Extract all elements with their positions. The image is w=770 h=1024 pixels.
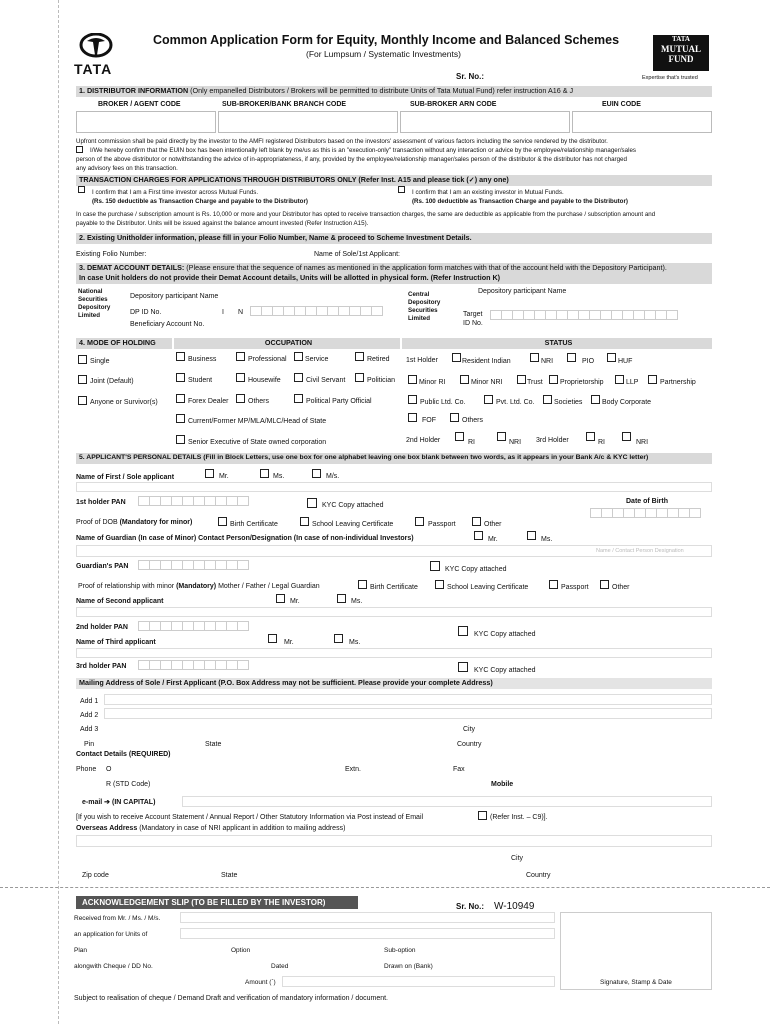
business-label: Business	[188, 356, 217, 363]
housewife-label: Housewife	[248, 377, 281, 384]
professional-checkbox[interactable]	[236, 352, 245, 361]
existing-investor-label: I confirm that I am an existing investor in Mutual Funds.	[412, 189, 564, 196]
civil-servant-label: Civil Servant	[306, 377, 346, 384]
birth-cert-checkbox[interactable]	[218, 517, 227, 526]
upfront-note: Upfront commission shall be paid directly by the investor to the AMFI registered Distributors based on the investors' assessment of various factors including the service rendered by the distributor.	[76, 138, 608, 145]
ack-header: ACKNOWLEDGEMENT SLIP (TO BE FILLED BY THE INVESTOR)	[76, 896, 358, 909]
ack-received-field[interactable]	[180, 912, 555, 923]
guardian-label: Name of Guardian (In case of Minor) Contact Person/Designation (In case of non-individual Investors)	[76, 535, 414, 542]
third-ri-label: RI	[598, 439, 605, 446]
page-title: Common Application Form for Equity, Monthly Income and Balanced Schemes	[153, 33, 620, 47]
pin-label: Pin	[84, 741, 95, 748]
minor-ri-label: Minor RI	[419, 379, 446, 386]
extn-label: Extn.	[345, 766, 361, 773]
txn-note-1: In case the purchase / subscription amount is Rs. 10,000 or more and your Distributor has opted to receive transaction charges, the same are deductible as applicable from the purchase / subscription amount and	[76, 211, 656, 218]
ack-subject-note: Subject to realisation of cheque / Demand Draft and verification of mandatory information / document.	[74, 995, 389, 1002]
existing-folio-label: Existing Folio Number:	[76, 251, 147, 258]
city-label: City	[463, 726, 476, 733]
service-label: Service	[305, 356, 329, 363]
dob-cells[interactable]	[590, 508, 700, 518]
first-applicant-name-label: Name of First / Sole applicant	[76, 474, 175, 481]
sub-broker-arn-label: SUB-BROKER ARN CODE	[410, 101, 497, 108]
kyc3-checkbox[interactable]	[458, 662, 468, 672]
rel-passport-checkbox[interactable]	[549, 580, 558, 589]
body-corporate-checkbox[interactable]	[591, 395, 600, 404]
second-ri-label: RI	[468, 439, 475, 446]
sub-broker-code-label: SUB-BROKER/BANK BRANCH CODE	[222, 101, 347, 108]
proprietorship-label: Proprietorship	[560, 379, 604, 386]
joint-label: Joint (Default)	[90, 378, 134, 385]
beneficiary-account-label: Beneficiary Account No.	[130, 321, 205, 328]
euin-confirm-checkbox[interactable]	[76, 146, 83, 153]
mutual-fund-logo: TATA MUTUAL FUND	[653, 35, 709, 71]
senior-exec-checkbox[interactable]	[176, 435, 185, 444]
joint-checkbox[interactable]	[78, 375, 87, 384]
first-applicant-name-field[interactable]	[76, 482, 712, 492]
ack-sr-no-label: Sr. No.:	[456, 902, 485, 911]
second-ms-label: Ms.	[351, 598, 363, 605]
tata-logo-icon	[78, 33, 114, 63]
mp-mla-checkbox[interactable]	[176, 414, 185, 423]
retired-label: Retired	[367, 356, 390, 363]
housewife-checkbox[interactable]	[236, 373, 245, 382]
rel-birth-label: Birth Certificate	[370, 584, 418, 591]
transaction-charges-header: TRANSACTION CHARGES FOR APPLICATIONS THROUGH DISTRIBUTORS ONLY (Refer Inst. A15 and please tick (✓) any one)	[76, 175, 712, 186]
existing-investor-checkbox[interactable]	[398, 186, 405, 193]
nri-checkbox[interactable]	[530, 353, 539, 362]
pan3-label: 3rd holder PAN	[76, 663, 127, 670]
second-mr-label: Mr.	[290, 598, 300, 605]
third-ri-checkbox[interactable]	[586, 432, 595, 441]
political-party-label: Political Party Official	[306, 398, 372, 405]
add1-label: Add 1	[80, 698, 99, 705]
ack-amount-label: Amount (`)	[245, 979, 276, 986]
cdsl-dp-name-label: Depository participant Name	[478, 288, 567, 295]
third-applicant-name-field[interactable]	[76, 648, 712, 658]
first-time-investor-checkbox[interactable]	[78, 186, 85, 193]
ack-amount-field[interactable]	[282, 976, 555, 987]
student-label: Student	[188, 377, 213, 384]
email-label: e-mail ➔ (IN CAPITAL)	[82, 799, 156, 806]
fax-label: Fax	[453, 766, 465, 773]
second-mr-checkbox[interactable]	[276, 594, 285, 603]
service-checkbox[interactable]	[294, 352, 303, 361]
passport-checkbox[interactable]	[415, 517, 424, 526]
others-occupation-label: Others	[248, 398, 270, 405]
partnership-checkbox[interactable]	[648, 375, 657, 384]
ack-sr-no-value: W-10949	[494, 901, 535, 912]
nsdl-dp-id-label: DP ID No.	[130, 309, 162, 316]
other-proof-checkbox[interactable]	[472, 517, 481, 526]
third-nri-label: NRI	[636, 439, 649, 446]
ack-dated-label: Dated	[271, 963, 289, 970]
add1-field[interactable]	[104, 694, 712, 705]
student-checkbox[interactable]	[176, 373, 185, 382]
public-ltd-checkbox[interactable]	[408, 395, 417, 404]
kyc3-label: KYC Copy attached	[474, 667, 536, 674]
other-proof-label: Other	[484, 521, 502, 528]
section-5-header: 5. APPLICANT'S PERSONAL DETAILS (Fill in Block Letters, use one box for one alphabet leaving one box blank between two words, as it appears in your Bank A/c & KYC letter)	[76, 453, 712, 464]
third-ms-checkbox[interactable]	[334, 634, 343, 643]
nsdl-label: National Securities Depository Limited	[78, 288, 111, 319]
post-preference-label: [If you wish to receive Account Statement / Annual Report / Other Statutory Information via Post instead of Email	[76, 814, 424, 821]
nri-label: NRI	[541, 358, 554, 365]
ack-cheque-label: alongwith Cheque / DD No.	[74, 963, 153, 970]
tagline: Expertise that's trusted	[642, 75, 698, 81]
third-applicant-label: Name of Third applicant	[76, 639, 156, 646]
resident-indian-label: Resident Indian	[462, 358, 511, 365]
body-corporate-label: Body Corporate	[602, 399, 652, 406]
email-field[interactable]	[182, 796, 712, 807]
rel-other-label: Other	[612, 584, 630, 591]
huf-checkbox[interactable]	[607, 353, 616, 362]
pan1-cells[interactable]	[138, 496, 248, 506]
second-ms-checkbox[interactable]	[337, 594, 346, 603]
add3-label: Add 3	[80, 726, 99, 733]
pan2-cells[interactable]	[138, 621, 248, 631]
ack-suboption-label: Sub-option	[384, 947, 416, 954]
ms-label: Ms.	[273, 473, 285, 480]
rel-birth-checkbox[interactable]	[358, 580, 367, 589]
euin-note-3: any advisory fees on this transaction.	[76, 165, 178, 172]
tear-line	[0, 887, 770, 888]
euin-code-field[interactable]	[572, 111, 712, 133]
proof-dob-label: Proof of DOB (Mandatory for minor)	[76, 519, 193, 526]
section-3-header: 3. DEMAT ACCOUNT DETAILS: (Please ensure that the sequence of names as mentioned in the application form matches with that of the account held with the Depository Participant). In case Unit holders do not provide their Demat Account details, Units will be allotted in physical form. (Refer Instruction K)	[76, 263, 712, 284]
dp-id-i: I	[222, 309, 224, 316]
societies-checkbox[interactable]	[543, 395, 552, 404]
target-label: Target ID No.	[463, 311, 483, 327]
mailing-address-header: Mailing Address of Sole / First Applicant (P.O. Box Address may not be sufficient. Please provide your complete Address)	[76, 678, 712, 689]
guardian-placeholder: Name / Contact Person Designation	[596, 548, 684, 554]
pan2-label: 2nd holder PAN	[76, 624, 128, 631]
retired-checkbox[interactable]	[355, 352, 364, 361]
senior-exec-label: Senior Executive of State owned corporation	[188, 439, 327, 446]
brand-name: TATA	[74, 61, 113, 77]
country-label: Country	[457, 741, 482, 748]
overseas-address-field[interactable]	[76, 835, 712, 847]
pan3-cells[interactable]	[138, 660, 248, 670]
overseas-address-label: Overseas Address (Mandatory in case of NRI applicant in addition to mailing address)	[76, 825, 346, 832]
third-mr-label: Mr.	[284, 639, 294, 646]
contact-details-label: Contact Details (REQUIRED)	[76, 751, 171, 758]
status-header: STATUS	[402, 338, 712, 349]
page-subtitle: (For Lumpsum / Systematic Investments)	[306, 49, 461, 59]
minor-ri-checkbox[interactable]	[408, 375, 417, 384]
overseas-state-label: State	[221, 872, 238, 879]
fof-checkbox[interactable]	[408, 413, 417, 422]
birth-cert-label: Birth Certificate	[230, 521, 278, 528]
mode-of-holding-header: 4. MODE OF HOLDING	[76, 338, 172, 349]
guardian-ms-checkbox[interactable]	[527, 531, 536, 540]
pio-checkbox[interactable]	[567, 353, 576, 362]
ack-application-label: an application for Units of	[74, 931, 148, 938]
overseas-city-label: City	[511, 855, 524, 862]
societies-label: Societies	[554, 399, 583, 406]
first-holder-label: 1st Holder	[406, 357, 438, 364]
guardian-kyc-label: KYC Copy attached	[445, 566, 507, 573]
anyone-survivor-label: Anyone or Survivor(s)	[90, 399, 158, 406]
add2-field[interactable]	[104, 708, 712, 719]
guardian-kyc-checkbox[interactable]	[430, 561, 440, 571]
mr-checkbox[interactable]	[205, 469, 214, 478]
kyc1-label: KYC Copy attached	[322, 502, 384, 509]
trust-checkbox[interactable]	[517, 375, 526, 384]
guardian-pan-cells[interactable]	[138, 560, 248, 570]
second-applicant-name-field[interactable]	[76, 607, 712, 617]
school-cert-label: School Leaving Certificate	[312, 521, 394, 528]
second-holder-label: 2nd Holder	[406, 437, 441, 444]
phone-label: Phone	[76, 766, 97, 773]
politician-label: Politician	[367, 377, 396, 384]
overseas-country-label: Country	[526, 872, 551, 879]
existing-charge: (Rs. 100 deductible as Transaction Charge and payable to the Distributor)	[412, 198, 628, 205]
ack-received-label: Received from Mr. / Ms. / M/s.	[74, 915, 161, 922]
public-ltd-label: Public Ltd. Co.	[420, 399, 466, 406]
professional-label: Professional	[248, 356, 287, 363]
mp-mla-label: Current/Former MP/MLA/MLC/Head of State	[188, 418, 327, 425]
third-holder-label: 3rd Holder	[536, 437, 569, 444]
others-status-checkbox[interactable]	[450, 413, 459, 422]
ms-checkbox[interactable]	[260, 469, 269, 478]
rel-school-checkbox[interactable]	[435, 580, 444, 589]
pvt-ltd-checkbox[interactable]	[484, 395, 493, 404]
ack-drawn-label: Drawn on (Bank)	[384, 963, 433, 970]
single-label: Single	[90, 358, 110, 365]
politician-checkbox[interactable]	[355, 373, 364, 382]
rel-school-label: School Leaving Certificate	[447, 584, 529, 591]
political-party-checkbox[interactable]	[294, 394, 303, 403]
sub-broker-arn-field[interactable]	[400, 111, 570, 133]
second-applicant-label: Name of Second applicant	[76, 598, 164, 605]
phone-o-label: O	[106, 766, 112, 773]
signature-label: Signature, Stamp & Date	[600, 979, 672, 986]
third-mr-checkbox[interactable]	[268, 634, 277, 643]
kyc1-checkbox[interactable]	[307, 498, 317, 508]
occupation-header: OCCUPATION	[174, 338, 400, 349]
others-occupation-checkbox[interactable]	[236, 394, 245, 403]
rel-passport-label: Passport	[561, 584, 589, 591]
guardian-mr-checkbox[interactable]	[474, 531, 483, 540]
third-ms-label: Ms.	[349, 639, 361, 646]
kyc2-checkbox[interactable]	[458, 626, 468, 636]
nsdl-dp-id-cells[interactable]	[250, 306, 382, 316]
anyone-survivor-checkbox[interactable]	[78, 396, 87, 405]
cdsl-label: Central Depository Securities Limited	[408, 291, 441, 322]
school-cert-checkbox[interactable]	[300, 517, 309, 526]
resident-indian-checkbox[interactable]	[452, 353, 461, 362]
euin-code-label: EUIN CODE	[602, 101, 641, 108]
dob-label: Date of Birth	[626, 498, 668, 505]
post-ref-label: (Refer Inst. – C9)].	[490, 814, 548, 821]
sr-no-label: Sr. No.:	[456, 72, 485, 81]
proof-relationship-label: Proof of relationship with minor (Mandatory) Mother / Father / Legal Guardian	[78, 583, 320, 590]
dp-id-n: N	[238, 309, 244, 316]
nsdl-dp-name-label: Depository participant Name	[130, 293, 219, 300]
add2-label: Add 2	[80, 712, 99, 719]
guardian-pan-label: Guardian's PAN	[76, 563, 129, 570]
huf-label: HUF	[618, 358, 633, 365]
first-time-investor-label: I confirm that I am a First time investor across Mutual Funds.	[92, 189, 259, 196]
mrs-checkbox[interactable]	[312, 469, 321, 478]
kyc2-label: KYC Copy attached	[474, 631, 536, 638]
section-2-header: 2. Existing Unitholder information, please fill in your Folio Number, Name & proceed to Scheme Investment Details.	[76, 233, 712, 244]
llp-label: LLP	[626, 379, 639, 386]
second-nri-checkbox[interactable]	[497, 432, 506, 441]
minor-nri-label: Minor NRI	[471, 379, 503, 386]
guardian-ms-label: Ms.	[541, 536, 553, 543]
euin-note-2: person of the above distributor or notwithstanding the advice of in-appropriateness, if any, provided by the employee/relationship manager/sales person of the distributor & the distributor has not charged	[76, 156, 627, 163]
mobile-label: Mobile	[491, 781, 514, 788]
euin-note-1: I/We hereby confirm that the EUIN box has been intentionally left blank by me/us as this is an "execution-only" transaction without any interaction or advice by the employee/relationship manager/sales	[90, 147, 636, 154]
forex-dealer-label: Forex Dealer	[188, 398, 229, 405]
second-ri-checkbox[interactable]	[455, 432, 464, 441]
first-time-charge: (Rs. 150 deductible as Transaction Charge and payable to the Distributor)	[92, 198, 308, 205]
mrs-label: M/s.	[326, 473, 340, 480]
section-1-header: 1. DISTRIBUTOR INFORMATION (Only empanelled Distributors / Brokers will be permitted to distribute Units of Tata Mutual Fund) refer instruction A16 & J	[76, 86, 712, 97]
ack-application-field[interactable]	[180, 928, 555, 939]
fof-label: FOF	[422, 417, 436, 424]
left-margin-rule	[58, 0, 59, 1024]
trust-label: Trust	[527, 379, 543, 386]
pan1-label: 1st holder PAN	[76, 499, 126, 506]
sub-broker-code-field[interactable]	[218, 111, 398, 133]
passport-label: Passport	[428, 521, 456, 528]
rel-other-checkbox[interactable]	[600, 580, 609, 589]
ack-option-label: Option	[231, 947, 251, 954]
broker-code-label: BROKER / AGENT CODE	[98, 101, 181, 108]
others-status-label: Others	[462, 417, 484, 424]
post-preference-checkbox[interactable]	[478, 811, 487, 820]
ack-plan-label: Plan	[74, 947, 88, 954]
civil-servant-checkbox[interactable]	[294, 373, 303, 382]
business-checkbox[interactable]	[176, 352, 185, 361]
cdsl-target-id-cells[interactable]	[490, 310, 677, 320]
partnership-label: Partnership	[660, 379, 696, 386]
third-nri-checkbox[interactable]	[622, 432, 631, 441]
guardian-mr-label: Mr.	[488, 536, 498, 543]
phone-r-label: R (STD Code)	[106, 781, 151, 788]
llp-checkbox[interactable]	[615, 375, 624, 384]
state-label: State	[205, 741, 222, 748]
sole-applicant-name-label: Name of Sole/1st Applicant:	[314, 251, 400, 258]
pio-label: PIO	[582, 358, 595, 365]
minor-nri-checkbox[interactable]	[460, 375, 469, 384]
single-checkbox[interactable]	[78, 355, 87, 364]
proprietorship-checkbox[interactable]	[549, 375, 558, 384]
forex-dealer-checkbox[interactable]	[176, 394, 185, 403]
broker-code-field[interactable]	[76, 111, 216, 133]
txn-note-2: payable to the Distributor. Units will be issued against the balance amount invested (Refer Instruction A15).	[76, 220, 369, 227]
second-nri-label: NRI	[509, 439, 522, 446]
mr-label: Mr.	[219, 473, 229, 480]
pvt-ltd-label: Pvt. Ltd. Co.	[496, 399, 535, 406]
zip-code-label: Zip code	[82, 872, 109, 879]
